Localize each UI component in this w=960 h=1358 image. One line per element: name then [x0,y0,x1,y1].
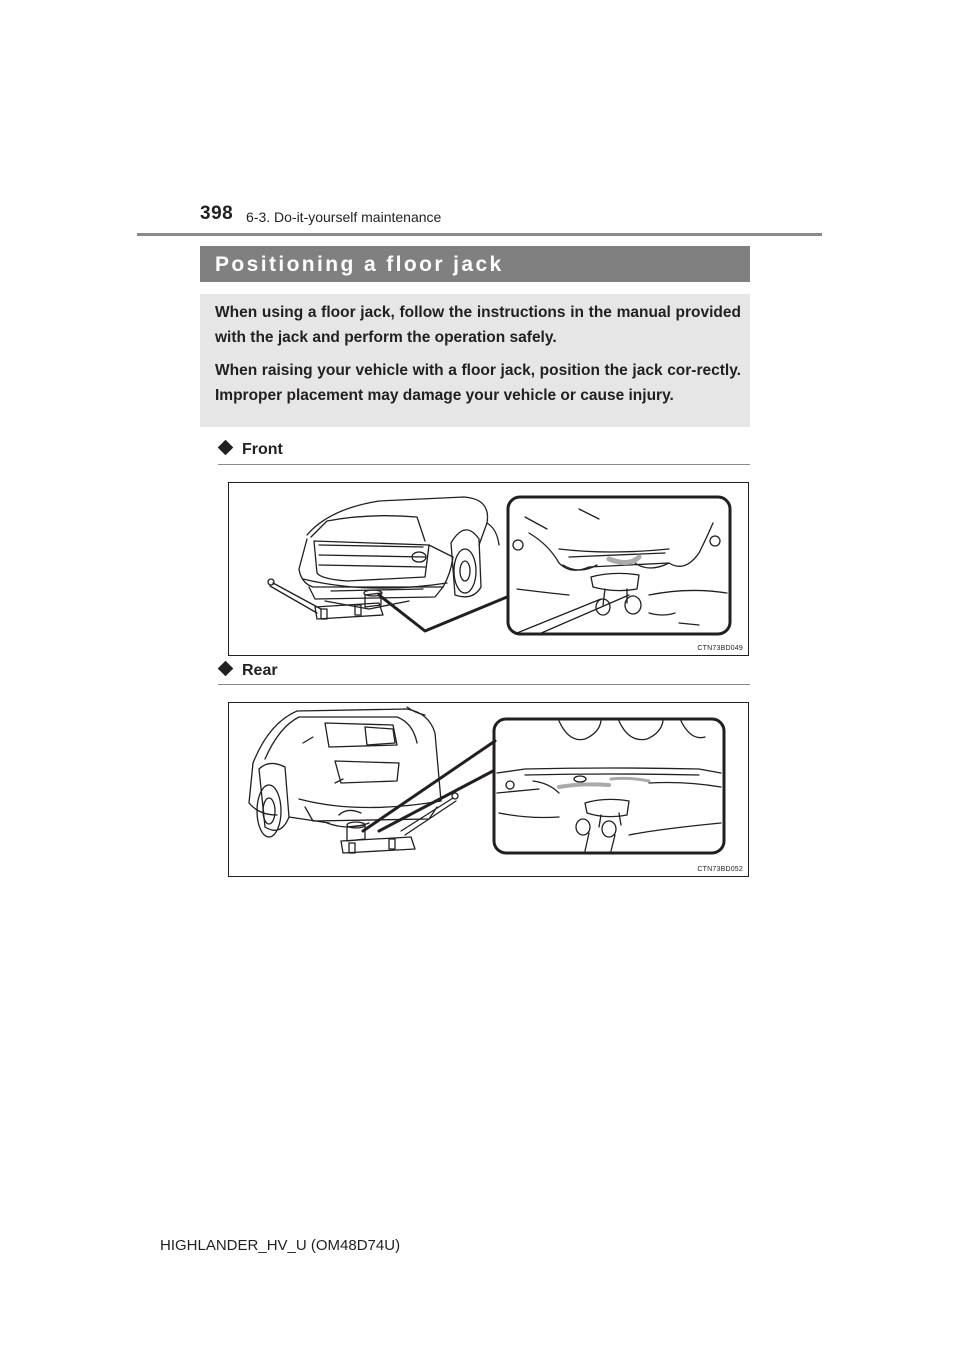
front-figure-code: CTN73BD049 [697,645,743,652]
diamond-bullet-icon [218,440,234,456]
page-number: 398 [200,203,234,224]
diamond-bullet-icon [218,661,234,677]
page-title: Positioning a floor jack [215,253,504,276]
front-heading [218,441,283,459]
floor-jack-drawing [341,793,458,853]
vehicle-rear-drawing [249,707,441,837]
vehicle-front-drawing [299,497,499,609]
title-bar [200,246,750,282]
front-heading-rule [218,464,750,465]
section-label: 6-3. Do-it-yourself maintenance [246,209,442,225]
rear-heading-rule [218,684,750,685]
rear-jack-illustration [228,702,749,877]
front-zoom-inset [508,497,730,634]
rear-heading-label: Rear [242,662,278,679]
intro-paragraph-2: When raising your vehicle with a floor jack, position the jack cor-rectly. Improper placement may damage your vehicle or cause injury. [215,362,741,404]
front-heading-label: Front [242,441,283,458]
intro-paragraph-1: When using a floor jack, follow the instructions in the manual provided with the jack and perform the operation safely. [215,304,741,346]
rear-zoom-inset [494,719,724,853]
rear-heading [218,662,278,680]
footer-model-code: HIGHLANDER_HV_U (OM48D74U) [160,1237,401,1254]
rear-figure-code: CTN73BD052 [697,866,743,873]
header-rule [137,233,822,236]
intro-box [200,294,750,427]
front-jack-illustration [228,482,749,656]
